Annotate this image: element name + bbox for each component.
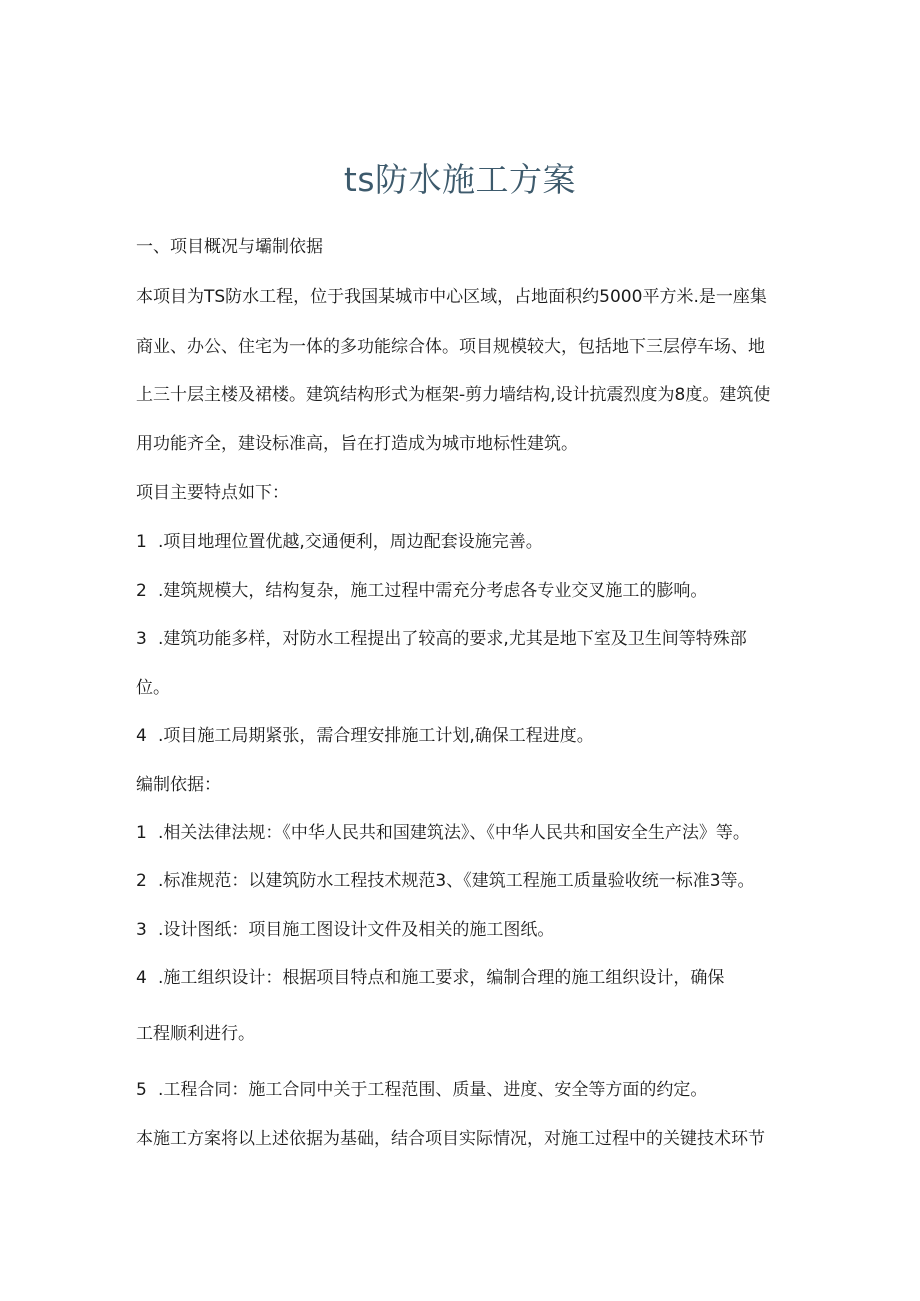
list-number: 4 (136, 726, 147, 746)
paragraph-line: 位。 (136, 678, 170, 698)
list-text: .工程合同：施工合同中关于工程范围、质量、进度、安全等方面的约定。 (158, 1080, 708, 1100)
list-number: 3 (136, 920, 147, 940)
paragraph-line: 本施工方案将以上述依据为基础，结合项目实际情况，对施工过程中的关键技术环节 (136, 1129, 765, 1149)
document-title: ts防水施工方案 (343, 160, 577, 199)
list-item (136, 966, 724, 990)
list-text: .项目施工局期紧张，需合理安排施工计划,确保工程进度。 (158, 726, 594, 746)
list-text: .建筑规模大，结构复杂，施工过程中需充分考虑各专业交叉施工的膨响。 (158, 581, 708, 601)
list-item (136, 1078, 707, 1102)
list-text: .设计图纸：项目施工图设计文件及相关的施工图纸。 (158, 920, 555, 940)
list-item (136, 869, 755, 893)
paragraph-line: 项目主要特点如下： (136, 483, 289, 503)
list-number: 2 (136, 581, 147, 601)
list-number: 3 (136, 629, 147, 649)
paragraph-line: 用功能齐全，建设标准高，旨在打造成为城市地标性建筑。 (136, 434, 578, 454)
list-item (136, 579, 707, 603)
paragraph-line: 商业、办公、住宅为一体的多功能综合体。项目规模较大，包括地下三层停车场、地 (136, 337, 765, 357)
paragraph-line: 编制依据： (136, 775, 221, 795)
list-item (136, 821, 750, 845)
list-text: .项目地理位置优越,交通便利，周边配套设施完善。 (158, 532, 543, 552)
section-heading: 一、项目概况与壩制依据 (136, 237, 323, 257)
paragraph-line: 上三十层主楼及裙楼。建筑结构形式为框架-剪力墙结构,设计抗震烈度为8度。建筑使 (136, 385, 771, 405)
paragraph-line: 本项目为TS防水工程，位于我国某城市中心区域，占地面积约5000平方米.是一座集 (136, 287, 767, 307)
list-number: 1 (136, 532, 147, 552)
paragraph-line: 工程顺利进行。 (136, 1024, 255, 1044)
list-number: 5 (136, 1080, 147, 1100)
list-item (136, 627, 747, 651)
list-number: 4 (136, 968, 147, 988)
list-text: .建筑功能多样，对防水工程提出了较高的要求,尤其是地下室及卫生间等特殊部 (158, 629, 747, 649)
list-text: .相关法律法规：《中华人民共和国建筑法》、《中华人民共和国安全生产法》等。 (158, 823, 750, 843)
list-text: .施工组织设计：根据项目特点和施工要求，编制合理的施工组织设计，确保 (158, 968, 725, 988)
list-item (136, 530, 543, 554)
list-number: 2 (136, 871, 147, 891)
list-item (136, 918, 554, 942)
list-text: .标准规范：以建筑防水工程技术规范3、《建筑工程施工质量验收统一标准3等。 (158, 871, 755, 891)
list-number: 1 (136, 823, 147, 843)
list-item (136, 724, 594, 748)
